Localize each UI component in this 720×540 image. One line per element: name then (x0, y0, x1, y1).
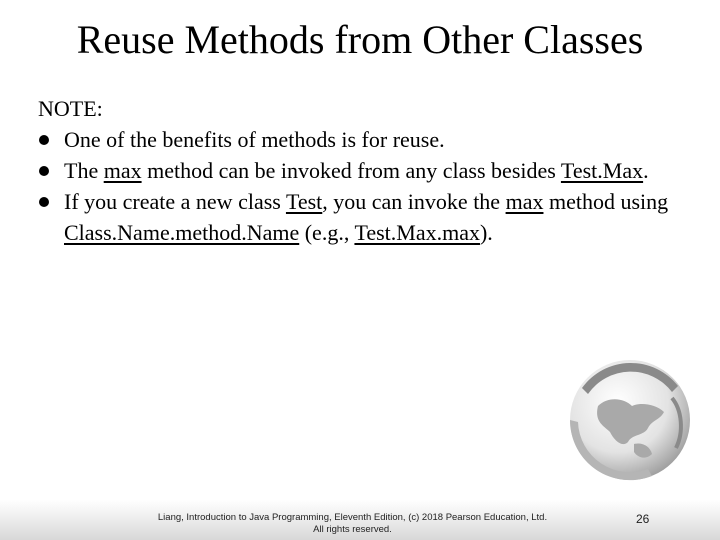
bullet-text: One of the benefits of methods is for reuse. (64, 127, 445, 152)
bullet-item (38, 186, 678, 248)
page-number: 26 (636, 512, 650, 526)
bullet-text: , you can invoke the (322, 189, 506, 214)
bullet-text: method using (543, 189, 669, 214)
bullet-text: The (64, 158, 104, 183)
footer-line: Liang, Introduction to Java Programming, Eleventh Edition, (c) 2018 Pearson Education, Ltd. (157, 512, 548, 523)
code-ref-test-max: Test.Max (560, 158, 644, 183)
bullet-text: ). (479, 220, 493, 245)
bullet-icon (39, 197, 49, 207)
note-label: NOTE: (38, 96, 103, 121)
footer-copyright (140, 512, 565, 536)
bullet-text: If you create a new class (64, 189, 286, 214)
code-ref-max: max (103, 158, 142, 183)
footer-line: All rights reserved. (313, 524, 392, 535)
bullet-icon (39, 166, 49, 176)
bullet-item (38, 155, 678, 186)
code-ref-class-method: Class.Name.method.Name (64, 220, 300, 245)
bullet-list (38, 124, 678, 248)
bullet-text: method can be invoked from any class besides (141, 158, 561, 183)
code-ref-max: max (505, 189, 544, 214)
slide-title: Reuse Methods from Other Classes (76, 17, 644, 62)
bullet-text: . (643, 158, 649, 183)
bullet-icon (39, 135, 49, 145)
code-ref-test: Test (285, 189, 323, 214)
globe-icon (560, 348, 700, 488)
code-ref-test-max-max: Test.Max.max (354, 220, 480, 245)
slide-body (38, 93, 678, 248)
bullet-item (38, 124, 678, 155)
bullet-text: (e.g., (299, 220, 355, 245)
